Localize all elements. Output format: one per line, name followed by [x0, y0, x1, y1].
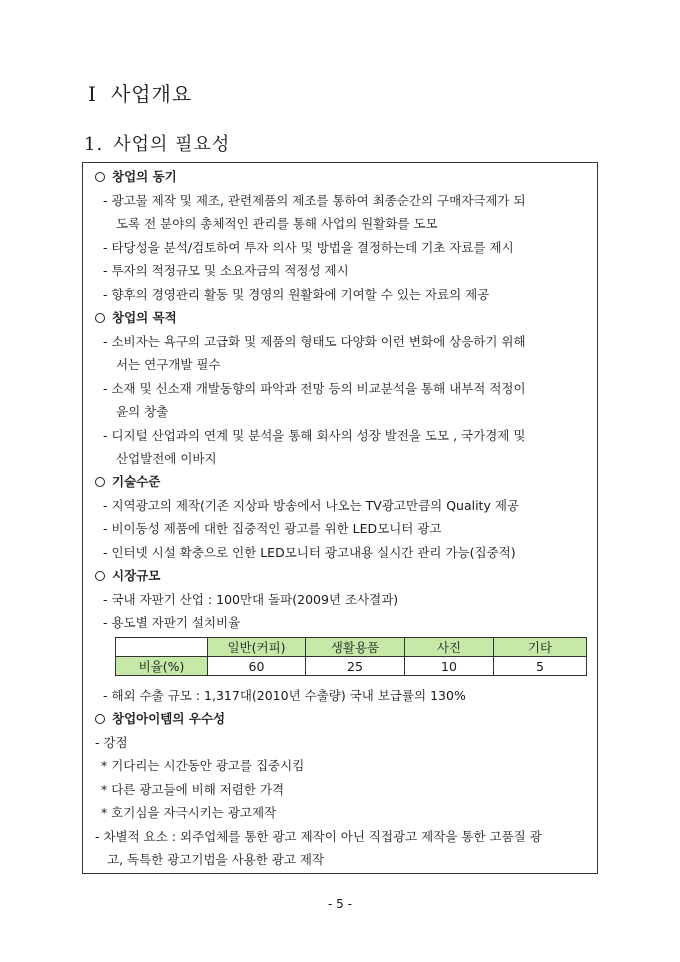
purpose-line: 서는 연구개발 필수	[116, 357, 221, 372]
circle-bullet-icon	[95, 313, 105, 323]
purpose-line: - 소재 및 신소재 개발동향의 파악과 전망 등의 비교분석을 통해 내부적 적정이	[103, 381, 526, 396]
items-line: * 다른 광고들에 비해 저렴한 가격	[101, 782, 285, 797]
market-heading: 시장규모	[95, 568, 160, 584]
market-line: - 용도별 자판기 설치비율	[103, 615, 241, 630]
table-header-cell: 일반(커피)	[208, 638, 306, 657]
motive-line: - 투자의 적정규모 및 소요자금의 적정성 제시	[103, 263, 349, 278]
tech-line: - 인터넷 시설 확충으로 인한 LED모니터 광고내용 실시간 관리 가능(집중적)	[103, 545, 516, 560]
table-row-label: 비율(%)	[116, 657, 208, 676]
vending-ratio-table	[115, 637, 587, 676]
items-line: 고, 독특한 광고기법을 사용한 광고 제작	[107, 852, 325, 867]
chapter-title: 사업개요	[110, 82, 193, 106]
table-header-cell: 생활용품	[306, 638, 405, 657]
section-number: 1.	[84, 134, 104, 155]
page-number: - 5 -	[328, 897, 352, 911]
items-line: * 기다리는 시간동안 광고를 집중시킴	[101, 758, 305, 773]
purpose-heading: 창업의 목적	[95, 310, 177, 326]
table-cell: 10	[405, 657, 494, 676]
items-heading: 창업아이템의 우수성	[95, 711, 225, 727]
tech-line: - 비이동성 제품에 대한 집중적인 광고를 위한 LED모니터 광고	[103, 521, 442, 536]
purpose-line: - 디지털 산업과의 연계 및 분석을 통해 회사의 성장 발전을 도모 , 국가경제 및	[103, 428, 526, 443]
table-header-cell: 사진	[405, 638, 494, 657]
purpose-line: 산업발전에 이바지	[116, 451, 217, 466]
items-line: - 강점	[95, 735, 128, 750]
circle-bullet-icon	[95, 172, 105, 182]
purpose-line: 윤의 창출	[116, 404, 169, 419]
table-header-row	[116, 638, 587, 657]
table-cell: 5	[494, 657, 587, 676]
tech-line: - 지역광고의 제작(기존 지상파 방송에서 나오는 TV광고만큼의 Quality 제공	[103, 498, 519, 513]
items-line: * 호기심을 자극시키는 광고제작	[101, 805, 277, 820]
tech-heading: 기술수준	[95, 474, 160, 490]
chapter-number: I	[88, 82, 97, 106]
motive-line: - 타당성을 분석/검토하여 투자 의사 및 방법을 결정하는데 기초 자료를 제시	[103, 240, 514, 255]
circle-bullet-icon	[95, 714, 105, 724]
motive-line: - 향후의 경영관리 활동 및 경영의 원활화에 기여할 수 있는 자료의 제공	[103, 287, 490, 302]
table-row	[116, 657, 587, 676]
market-line: - 국내 자판기 산업 : 100만대 돌파(2009년 조사결과)	[103, 592, 399, 607]
table-header-cell: 기타	[494, 638, 587, 657]
market-export-line: - 해외 수출 규모 : 1,317대(2010년 수출량) 국내 보급률의 130%	[103, 688, 466, 703]
section-heading	[84, 130, 230, 156]
items-line: - 차별적 요소 : 외주업체를 통한 광고 제작이 아닌 직접광고 제작을 통한 고품질 광	[95, 829, 542, 844]
table-header-cell	[116, 638, 208, 657]
circle-bullet-icon	[95, 571, 105, 581]
motive-line: 도록 전 분야의 총체적인 관리를 통해 사업의 원활화를 도모	[116, 216, 438, 231]
table-cell: 60	[208, 657, 306, 676]
chapter-heading	[88, 78, 192, 107]
circle-bullet-icon	[95, 477, 105, 487]
motive-heading: 창업의 동기	[95, 169, 177, 185]
purpose-line: - 소비자는 욕구의 고급화 및 제품의 형태도 다양화 이런 변화에 상응하기 위해	[103, 334, 526, 349]
motive-line: - 광고물 제작 및 제조, 관련제품의 제조를 통하여 최종순간의 구매자극제가 되	[103, 193, 526, 208]
section-title: 사업의 필요성	[113, 134, 231, 155]
content-box	[82, 162, 598, 874]
table-cell: 25	[306, 657, 405, 676]
